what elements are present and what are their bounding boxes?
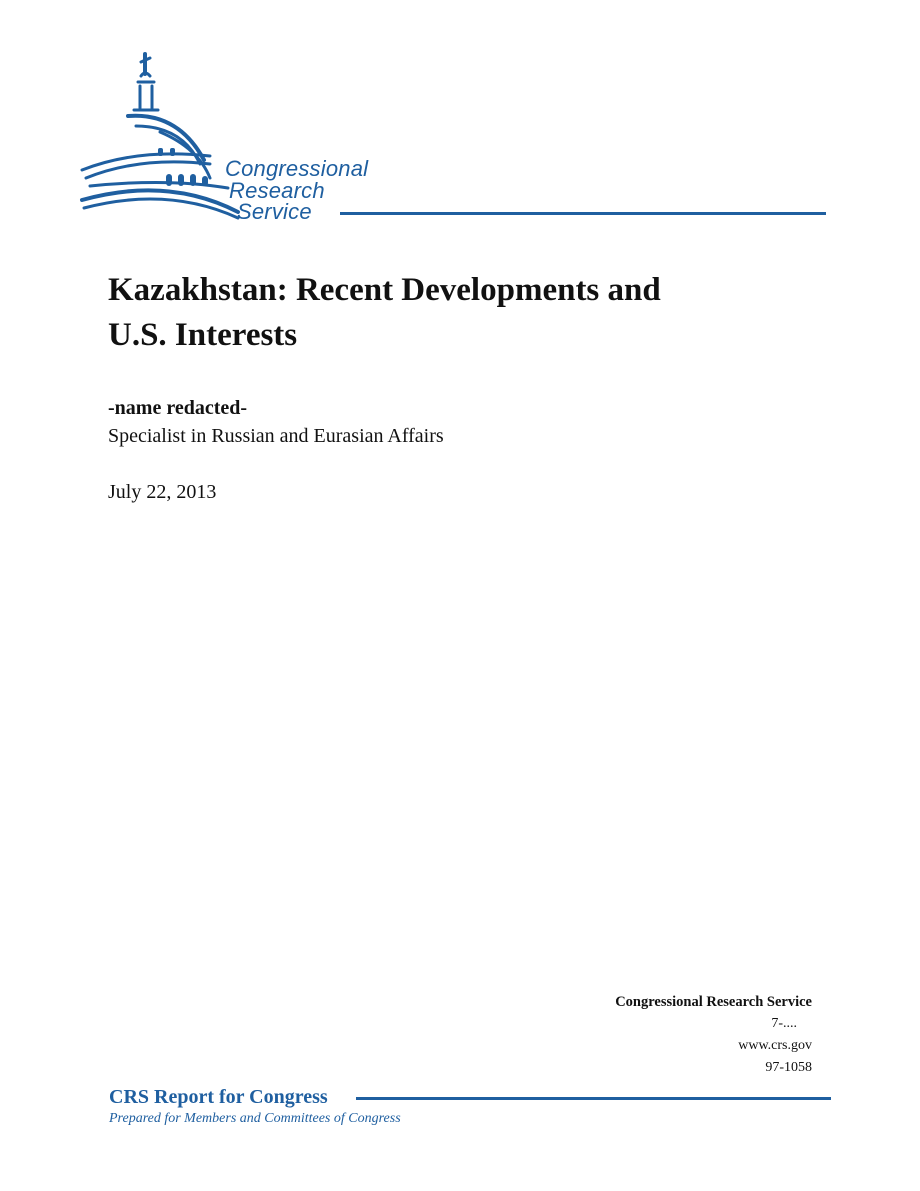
author-role: Specialist in Russian and Eurasian Affairs xyxy=(108,425,444,447)
logo-text-research: Research xyxy=(229,178,325,203)
publication-date: July 22, 2013 xyxy=(108,481,217,503)
document-title xyxy=(108,268,808,358)
author-name: -name redacted- xyxy=(108,397,248,419)
logo-text-service: Service xyxy=(237,199,312,224)
crs-website[interactable]: www.crs.gov xyxy=(738,1038,812,1053)
logo-text-congressional: Congressional xyxy=(225,156,369,181)
report-number: 97-1058 xyxy=(765,1060,812,1075)
crs-info-block xyxy=(615,991,812,1079)
report-title: CRS Report for Congress xyxy=(109,1086,328,1108)
report-subtitle: Prepared for Members and Committees of Congress xyxy=(109,1111,401,1126)
crs-org-name: Congressional Research Service xyxy=(615,994,812,1010)
capitol-dome-icon xyxy=(78,52,830,224)
crs-code: 7-.... xyxy=(771,1016,797,1031)
report-rule xyxy=(356,1097,831,1100)
title-line-2: U.S. Interests xyxy=(108,317,298,353)
logo-rule xyxy=(340,212,826,215)
title-line-1: Kazakhstan: Recent Developments and xyxy=(108,272,661,308)
